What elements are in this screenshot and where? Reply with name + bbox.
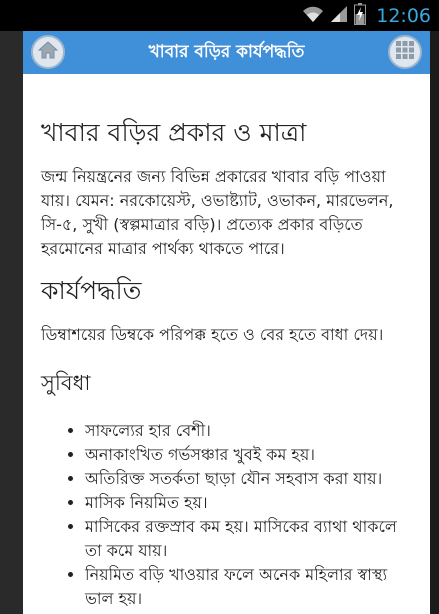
benefits-list <box>41 419 417 611</box>
list-item: • সাফল্যের হার বেশী। <box>85 419 417 443</box>
status-time: 12:06 <box>376 5 431 27</box>
paragraph-pill-types: জন্ম নিয়ন্ত্রনের জন্য বিভিন্ন প্রকারের খাবার বড়ি পাওয়া যায়। যেমন: নরকোয়েস্ট, ওভাষ্ট্যাট, ওভাকন, মারভেলন, সি-৫, সুখী (স্বল্পমাত্রার বড়ি)। প্রত্যেক প্রকার বড়িতে হরমোনের মাত্রার পার্থক্য থাকতে পারে। <box>41 167 394 258</box>
status-icons <box>302 4 431 28</box>
scroll-edge <box>430 31 439 614</box>
paragraph-method: ডিম্বাশয়ের ডিম্বকে পরিপক্ক হতে ও বের হতে বাধা দেয়। <box>41 325 384 344</box>
cellular-signal-icon <box>330 5 348 27</box>
heading-types-and-dosage: খাবার বড়ির প্রকার ও মাত্রা <box>41 118 307 147</box>
grid-menu-button[interactable] <box>388 35 422 69</box>
content-panel <box>23 31 430 614</box>
home-icon <box>38 41 58 63</box>
list-item: • অতিরিক্ত সতর্কতা ছাড়া যৌন সহবাস করা যায়। <box>85 467 417 491</box>
list-item: • নিয়মিত বড়ি খাওয়ার ফলে অনেক মহিলার স্বাস্থ্য ভাল হয়। <box>85 563 417 611</box>
home-button[interactable] <box>31 35 65 69</box>
list-item: • মাসিকের রক্তস্রাব কম হয়। মাসিকের ব্যাথা থাকলে তা কমে যায়। <box>85 515 417 563</box>
page-title: খাবার বড়ির কার্যপদ্ধতি <box>148 42 305 62</box>
article-content <box>41 99 417 611</box>
battery-charging-icon <box>354 3 366 29</box>
status-bar <box>0 0 439 31</box>
app-frame <box>0 31 439 614</box>
heading-benefits: সুবিধা <box>41 371 91 395</box>
list-item: • অনাকাংখিত গর্ভসঞ্চার খুবই কম হয়। <box>85 443 417 467</box>
heading-method: কার্যপদ্ধতি <box>41 276 142 305</box>
list-item: • মাসিক নিয়মিত হয়। <box>85 491 417 515</box>
wifi-icon <box>302 5 324 27</box>
grid-menu-icon <box>396 41 414 63</box>
title-bar <box>23 31 430 74</box>
